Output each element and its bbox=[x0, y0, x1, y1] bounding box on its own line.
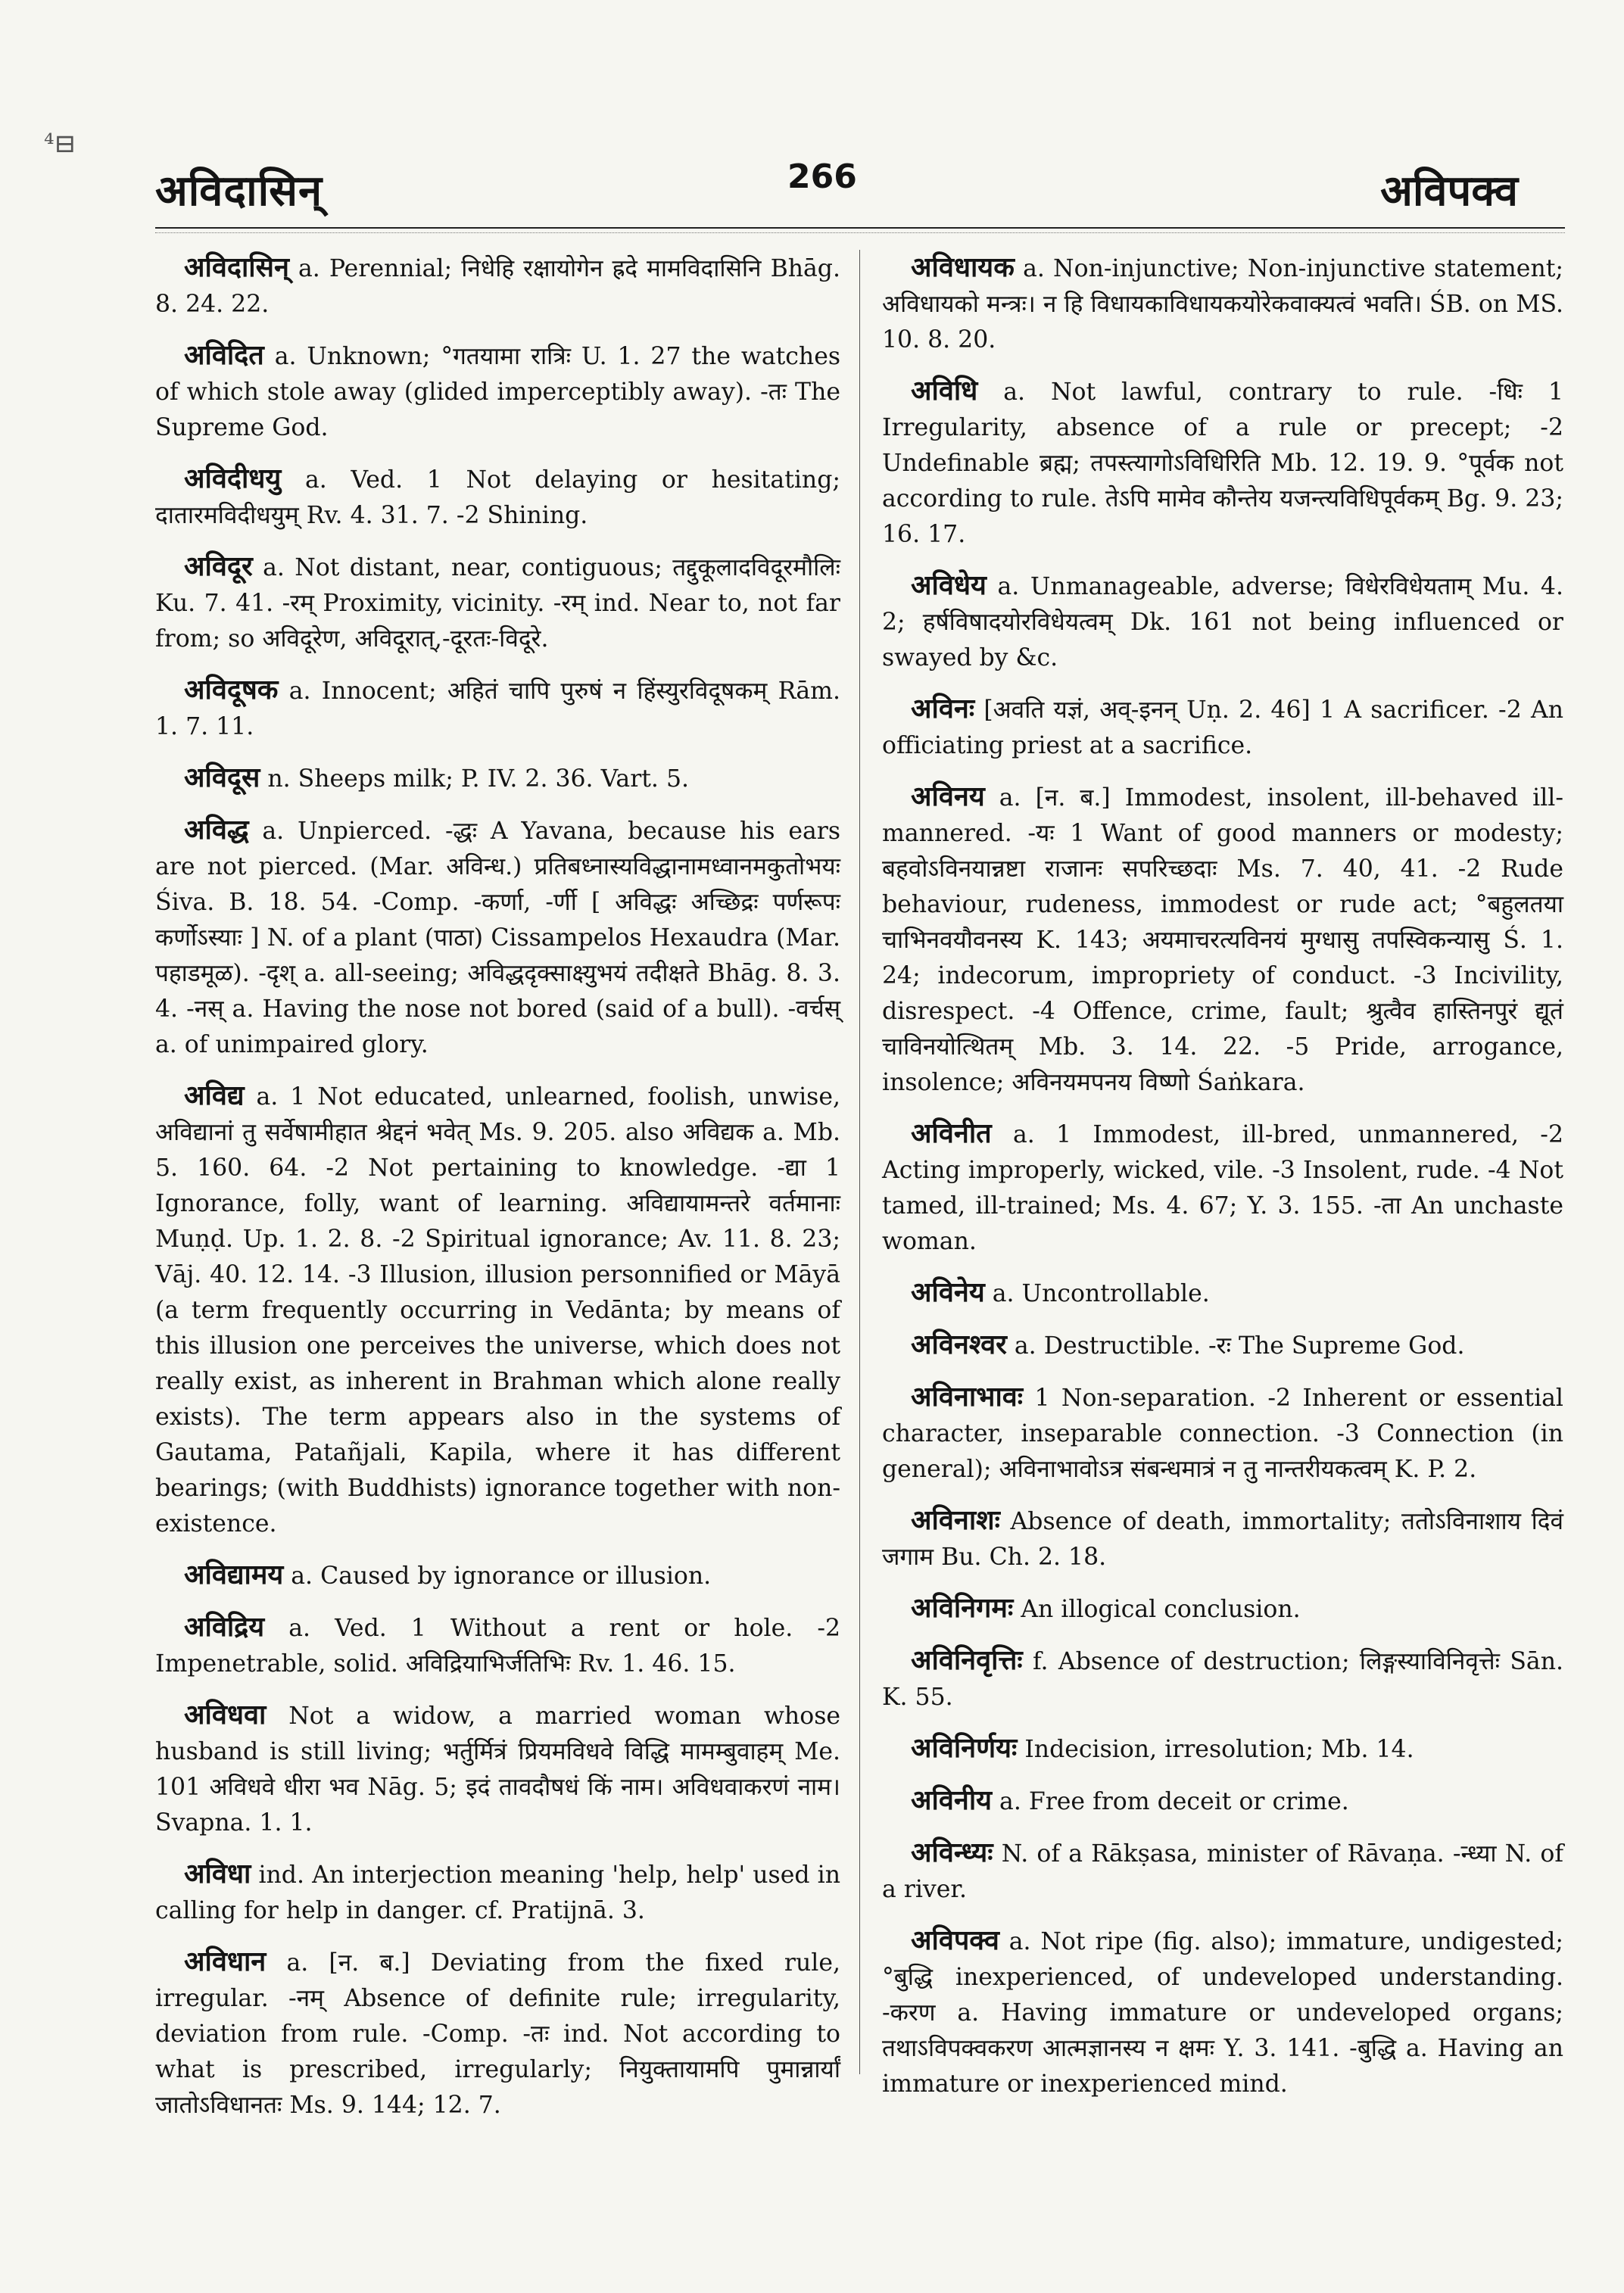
dictionary-entry bbox=[155, 250, 840, 322]
entry-definition: An illogical conclusion. bbox=[1021, 1596, 1301, 1623]
dictionary-entry bbox=[155, 812, 840, 1063]
entry-definition: Indecision, irresolution; Mb. 14. bbox=[1024, 1736, 1414, 1763]
entry-definition: N. of a Rākṣasa, minister of Rāvaṇa. -न्ध्या N. of a river. bbox=[882, 1840, 1563, 1903]
entry-headword: अविनिवृत्तिः bbox=[911, 1644, 1023, 1676]
entry-headword: अविनिगमः bbox=[911, 1592, 1014, 1624]
entry-headword: अविधायक bbox=[911, 251, 1015, 283]
entry-definition: Not a widow, a married woman whose husband is still living; भर्तुर्मित्रं प्रियमविधवे विद्धि मामम्बुवाहम् Me. 101 अविधवे धीरा भव Nāg. 5; इदं तावदौषधं किं नाम। अविधवाकरणं नाम। Svapna. 1. 1. bbox=[155, 1703, 840, 1837]
entry-headword: अविन्ध्यः bbox=[911, 1837, 993, 1868]
dictionary-entry bbox=[155, 672, 840, 745]
entry-headword: अविपक्व bbox=[911, 1924, 999, 1956]
entry-definition: a. Non-injunctive; Non-injunctive statement; अविधायको मन्त्रः। न हि विधायकाविधायकयोरेकवाक्यत्वं भवति। ŚB. on MS. 10. 8. 20. bbox=[882, 255, 1564, 354]
dictionary-entry bbox=[155, 1078, 840, 1542]
entry-headword: अविदूर bbox=[184, 550, 253, 582]
entry-definition: a. Unpierced. -द्धः A Yavana, because his ears are not pierced. (Mar. अविन्ध.) प्रतिबध्नास्यविद्धानामध्वानमकुतोभयः Śiva. B. 18. 54. -Comp. -कर्णा, -र्णी [ अविद्धः अच्छिद्रः पर्णरूपः कर्णोऽस्याः ] N. of a plant (पाठा) Cissampelos Hexaudra (Mar. पहाडमूळ). -दृश् a. all-seeing; अविद्धदृक्साक्ष्युभयं तदीक्षते Bhāg. 8. 3. 4. -नस् a. Having the nose not bored (said of a bull). -वर्चस् a. of unimpaired glory. bbox=[155, 818, 841, 1058]
left-column bbox=[155, 250, 840, 2139]
dictionary-entry bbox=[882, 1275, 1563, 1312]
entry-definition: a. 1 Immodest, ill-bred, unmannered, -2 Acting improperly, wicked, vile. -3 Insolent, rude. -4 Not tamed, ill-trained; Ms. 4. 67; Y. 3. 155. -ता An unchaste woman. bbox=[882, 1121, 1563, 1255]
dictionary-entry bbox=[155, 1609, 840, 1682]
dictionary-entry bbox=[882, 691, 1563, 764]
entry-headword: अविनः bbox=[911, 693, 975, 724]
entry-headword: अविदासिन् bbox=[184, 251, 289, 283]
corner-mark: ⁴⊟ bbox=[44, 129, 76, 159]
dictionary-entry bbox=[882, 1503, 1563, 1575]
entry-headword: अविधवा bbox=[184, 1699, 267, 1731]
header-right-headword: अविपक्व bbox=[1380, 166, 1518, 216]
entry-headword: अविद्यामय bbox=[184, 1559, 284, 1590]
entry-headword: अविनाशः bbox=[911, 1504, 1000, 1536]
dictionary-entry bbox=[155, 1944, 840, 2123]
entry-headword: अविनीत bbox=[911, 1117, 992, 1149]
entry-definition: a. Uncontrollable. bbox=[992, 1280, 1210, 1307]
entry-definition: a. Perennial; निधेहि रक्षायोगेन ह्रदे मामविदासिनि Bhāg. 8. 24. 22. bbox=[155, 255, 840, 318]
entry-definition: f. Absence of destruction; लिङ्गस्याविनिवृत्तेः Sān. K. 55. bbox=[882, 1648, 1564, 1711]
entry-headword: अविनेय bbox=[911, 1276, 985, 1308]
entry-headword: अविनिर्णयः bbox=[911, 1732, 1018, 1764]
entry-definition: [अवति यज्ञं, अव्-इनन् Uṇ. 2. 46] 1 A sacrificer. -2 An officiating priest at a sacrifice. bbox=[882, 696, 1563, 759]
dictionary-entry bbox=[155, 1856, 840, 1929]
entry-definition: a. Free from deceit or crime. bbox=[999, 1788, 1349, 1815]
dictionary-entry bbox=[155, 338, 840, 446]
dictionary-entry bbox=[882, 250, 1563, 358]
entry-definition: a. Ved. 1 Not delaying or hesitating; दातारमविदीधयुम् Rv. 4. 31. 7. -2 Shining. bbox=[155, 466, 840, 529]
entry-headword: अविद्य bbox=[184, 1080, 245, 1111]
header-dotted-rule bbox=[155, 232, 1565, 233]
entry-definition: a. Not ripe (fig. also); immature, undigested; °बुद्धि inexperienced, of undeveloped understanding. -करण a. Having immature or undeveloped organs; तथाऽविपक्वकरण आत्मज्ञानस्य न क्षमः Y. 3. 141. -बुद्धि a. Having an immature or inexperienced mind. bbox=[882, 1928, 1563, 2098]
dictionary-entry bbox=[882, 1835, 1563, 1908]
entry-definition: a. Ved. 1 Without a rent or hole. -2 Impenetrable, solid. अविद्रियाभिर्जतिभिः Rv. 1. 46. 15. bbox=[155, 1615, 841, 1678]
dictionary-entry bbox=[882, 373, 1563, 553]
entry-headword: अविनाभावः bbox=[911, 1381, 1024, 1413]
entry-definition: 1 Non-separation. -2 Inherent or essential character, inseparable connection. -3 Connection (in general); अविनाभावोऽत्र संबन्धमात्रं न तु नान्तरीयकत्वम् K. P. 2. bbox=[882, 1385, 1563, 1483]
dictionary-entry bbox=[882, 1783, 1563, 1820]
entry-definition: ind. An interjection meaning 'help, help' used in calling for help in danger. cf. Pratijnā. 3. bbox=[155, 1862, 841, 1924]
entry-headword: अविनीय bbox=[911, 1784, 993, 1816]
entry-definition: a. [न. ब.] Immodest, insolent, ill-behaved ill-mannered. -यः 1 Want of good manners or modesty; बहवोऽविनयान्नष्टा राजानः सपरिच्छदाः Ms. 7. 40, 41. -2 Rude behaviour, rudeness, immodest or rude act; °बहुलतया चाभिनवयौवनस्य K. 143; अयमाचरत्यविनयं मुग्धासु तपस्विकन्यासु Ś. 1. 24; indecorum, impropriety of conduct. -3 Incivility, disrespect. -4 Offence, crime, fault; श्रुत्वैव हास्तिनपुरं द्यूतं चाविनयोत्थितम् Mb. 3. 14. 22. -5 Pride, arrogance, insolence; अविनयमपनय विष्णो Śaṅkara. bbox=[882, 784, 1564, 1096]
entry-definition: a. Not lawful, contrary to rule. -धिः 1 Irregularity, absence of a rule or precept; -2 Undefinable ब्रह्म; तपस्त्यागोऽविधिरिति Mb. 12. 19. 9. °पूर्वक not according to rule. तेऽपि मामेव कौन्तेय यजन्त्यविधिपूर्वकम् Bg. 9. 23; 16. 17. bbox=[882, 379, 1563, 548]
dictionary-entry bbox=[882, 1327, 1563, 1364]
entry-headword: अविद्ध bbox=[184, 814, 249, 846]
entry-definition: a. Unmanageable, adverse; विधेरविधेयताम् Mu. 4. 2; हर्षविषादयोरविधेयत्वम् Dk. 161 not being influenced or swayed by &c. bbox=[882, 573, 1563, 671]
dictionary-entry bbox=[155, 461, 840, 534]
entry-definition: n. Sheeps milk; P. IV. 2. 36. Vart. 5. bbox=[267, 765, 690, 793]
dictionary-entry bbox=[882, 1731, 1563, 1768]
dictionary-entry bbox=[155, 549, 840, 657]
entry-definition: a. 1 Not educated, unlearned, foolish, unwise, अविद्यानां तु सर्वेषामीहात श्रेद्दनं भवेत् Ms. 9. 205. also अविद्यक a. Mb. 5. 160. 64. -2 Not pertaining to knowledge. -द्या 1 Ignorance, folly, want of learning. अविद्यायामन्तरे वर्तमानाः Muṇḍ. Up. 1. 2. 8. -2 Spiritual ignorance; Av. 11. 8. 23; Vāj. 40. 12. 14. -3 Illusion, illusion personnified or Māyā (a term frequently occurring in Vedānta; by means of this illusion one perceives the universe, which does not really exist, as inherent in Brahman which alone really exists). The term appears also in the systems of Gautama, Patañjali, Kapila, where it has different bearings; (with Buddhists) ignorance together with non-existence. bbox=[155, 1083, 841, 1537]
entry-headword: अविदूषक bbox=[184, 674, 279, 706]
entry-definition: Absence of death, immortality; ततोऽविनाशाय दिवं जगाम Bu. Ch. 2. 18. bbox=[882, 1508, 1563, 1571]
dictionary-entry bbox=[882, 1379, 1563, 1488]
entry-headword: अविधा bbox=[184, 1858, 251, 1890]
dictionary-entry bbox=[882, 1643, 1563, 1715]
page-number: 266 bbox=[787, 157, 857, 196]
header-rule bbox=[155, 227, 1565, 229]
dictionary-entry bbox=[882, 1923, 1563, 2102]
dictionary-entry bbox=[882, 568, 1563, 676]
dictionary-entry bbox=[155, 1557, 840, 1594]
entry-headword: अविनय bbox=[911, 780, 985, 812]
entry-headword: अविनश्वर bbox=[911, 1329, 1007, 1360]
column-separator bbox=[859, 250, 860, 2074]
entry-definition: a. Innocent; अहितं चापि पुरुषं न हिंस्युरविदूषकम् Rām. 1. 7. 11. bbox=[155, 678, 840, 740]
entry-headword: अविदित bbox=[184, 339, 264, 371]
entry-headword: अविदीधयु bbox=[184, 463, 282, 494]
dictionary-entry bbox=[155, 1697, 840, 1841]
entry-headword: अविद्रिय bbox=[184, 1611, 265, 1643]
dictionary-entry bbox=[882, 1116, 1563, 1260]
entry-definition: a. Destructible. -रः The Supreme God. bbox=[1014, 1332, 1465, 1360]
dictionary-entry bbox=[882, 1590, 1563, 1628]
entry-definition: a. Not distant, near, contiguous; तद्दुकूलादविदूरमौलिः Ku. 7. 41. -रम् Proximity, vicinity. -रम् ind. Near to, not far from; so अविदूरेण, अविदूरात्,-दूरतः-विदूरे. bbox=[155, 554, 840, 653]
dictionary-entry bbox=[882, 779, 1563, 1101]
entry-definition: a. Caused by ignorance or illusion. bbox=[291, 1562, 712, 1590]
entry-definition: a. [न. ब.] Deviating from the fixed rule, irregular. -नम् Absence of definite rule; irregularity, deviation from rule. -Comp. -तः ind. Not according to what is prescribed, irregularly; नियुक्तायामपि पुमान्नार्यां जातोऽविधानतः Ms. 9. 144; 12. 7. bbox=[155, 1949, 841, 2119]
header-left-headword: अविदासिन् bbox=[155, 166, 323, 216]
entry-definition: a. Unknown; °गतयामा रात्रिः U. 1. 27 the watches of which stole away (glided imperceptibly away). -तः The Supreme God. bbox=[155, 343, 840, 441]
entry-headword: अविधि bbox=[911, 375, 978, 407]
entry-headword: अविदूस bbox=[184, 762, 260, 793]
right-column bbox=[882, 250, 1563, 2117]
entry-headword: अविधेय bbox=[911, 569, 987, 601]
dictionary-entry bbox=[155, 760, 840, 797]
entry-headword: अविधान bbox=[184, 1946, 267, 1977]
